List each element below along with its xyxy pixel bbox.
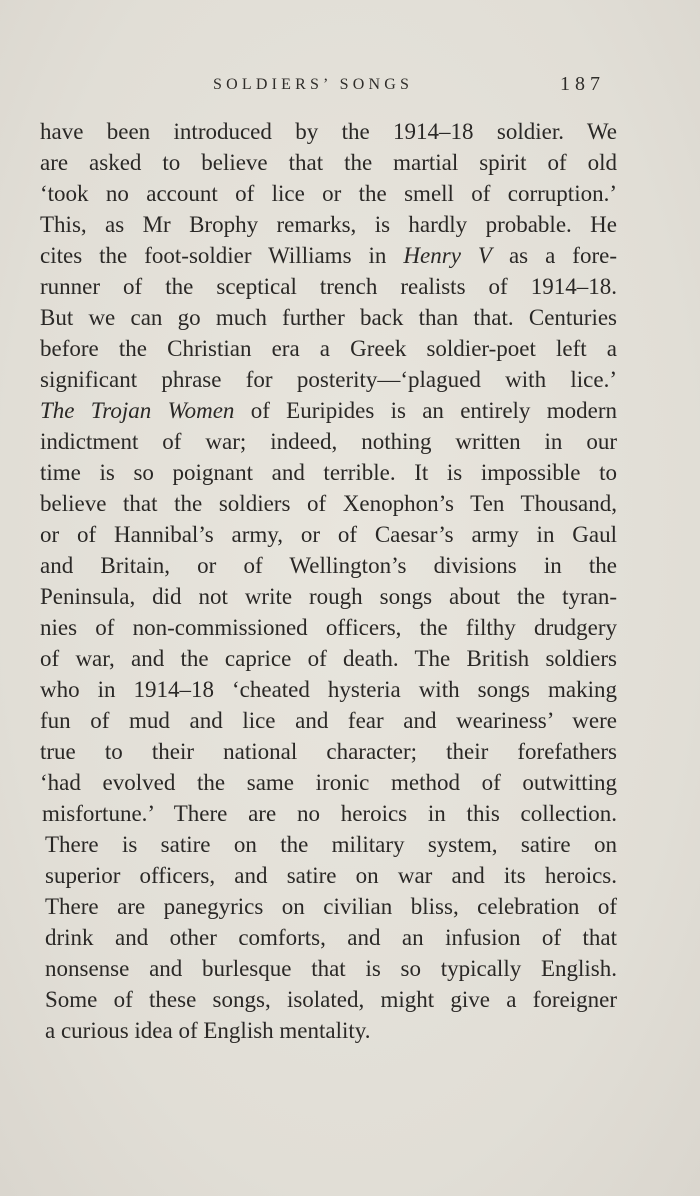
text-segment: nonsense and burlesque that is so typically English. — [45, 956, 617, 981]
text-line — [40, 519, 617, 550]
text-line — [40, 674, 617, 705]
text-segment: This, as Mr Brophy remarks, is hardly probable. He — [40, 212, 617, 237]
text-segment: There is satire on the military system, satire on — [45, 832, 617, 857]
text-line — [40, 891, 617, 922]
text-line — [40, 798, 617, 829]
text-segment: drink and other comforts, and an infusion of that — [45, 925, 617, 950]
text-line — [40, 984, 617, 1015]
text-line — [40, 178, 617, 209]
text-line — [40, 705, 617, 736]
text-line — [40, 953, 617, 984]
text-line — [40, 488, 617, 519]
text-line — [40, 240, 617, 271]
text-segment: But we can go much further back than that. Centuries — [40, 305, 617, 330]
text-line — [40, 209, 617, 240]
body-paragraph — [40, 116, 617, 1046]
text-line — [40, 922, 617, 953]
text-segment: are asked to believe that the martial spirit of old — [40, 150, 617, 175]
text-segment: fun of mud and lice and fear and weariness’ were — [40, 708, 617, 733]
text-line — [40, 767, 617, 798]
text-line — [40, 271, 617, 302]
page-number: 187 — [560, 73, 605, 95]
text-segment: true to their national character; their forefathers — [40, 739, 617, 764]
text-segment: as a fore- — [491, 243, 617, 268]
text-segment: believe that the soldiers of Xenophon’s Ten Thousand, — [40, 491, 617, 516]
text-segment: There are panegyrics on civilian bliss, celebration of — [45, 894, 617, 919]
text-segment: nies of non-commissioned officers, the filthy drudgery — [40, 615, 617, 640]
text-segment: misfortune.’ There are no heroics in this collection. — [42, 801, 617, 826]
text-segment: ‘had evolved the same ironic method of outwitting — [40, 770, 617, 795]
text-line — [40, 860, 617, 891]
text-segment: indictment of war; indeed, nothing written in our — [40, 429, 617, 454]
text-line — [40, 333, 617, 364]
text-segment: runner of the sceptical trench realists of 1914–18. — [40, 274, 617, 299]
text-segment: ‘took no account of lice or the smell of corruption.’ — [40, 181, 617, 206]
italic-title: The Trojan Women — [40, 398, 235, 423]
text-line — [40, 302, 617, 333]
text-segment: of Euripides is an entirely modern — [234, 398, 617, 423]
text-segment: of war, and the caprice of death. The British soldiers — [40, 646, 617, 671]
text-segment: a curious idea of English mentality. — [45, 1018, 371, 1043]
text-line — [40, 457, 617, 488]
text-segment: superior officers, and satire on war and its heroics. — [45, 863, 617, 888]
running-title: SOLDIERS’ SONGS — [213, 76, 414, 93]
text-segment: Some of these songs, isolated, might give a foreigner — [45, 987, 617, 1012]
text-line — [40, 550, 617, 581]
text-line — [40, 364, 617, 395]
text-line — [40, 612, 617, 643]
text-line — [40, 829, 617, 860]
text-line — [40, 736, 617, 767]
text-line — [40, 426, 617, 457]
text-segment: and Britain, or of Wellington’s divisions in the — [40, 553, 617, 578]
text-segment: have been introduced by the 1914–18 soldier. We — [40, 119, 617, 144]
text-line — [40, 395, 617, 426]
text-segment: who in 1914–18 ‘cheated hysteria with songs making — [40, 677, 617, 702]
text-segment: cites the foot-soldier Williams in — [40, 243, 404, 268]
text-segment: before the Christian era a Greek soldier-poet left a — [40, 336, 617, 361]
text-segment: or of Hannibal’s army, or of Caesar’s army in Gaul — [40, 522, 617, 547]
text-segment: significant phrase for posterity—‘plagued with lice.’ — [40, 367, 617, 392]
text-segment: Peninsula, did not write rough songs about the tyran- — [40, 584, 617, 609]
running-head — [0, 73, 700, 100]
text-line — [40, 147, 617, 178]
italic-title: Henry V — [403, 243, 492, 268]
text-line — [40, 581, 617, 612]
text-segment: time is so poignant and terrible. It is impossible to — [40, 460, 617, 485]
text-line — [40, 1015, 617, 1046]
text-line — [40, 116, 617, 147]
text-line — [40, 643, 617, 674]
